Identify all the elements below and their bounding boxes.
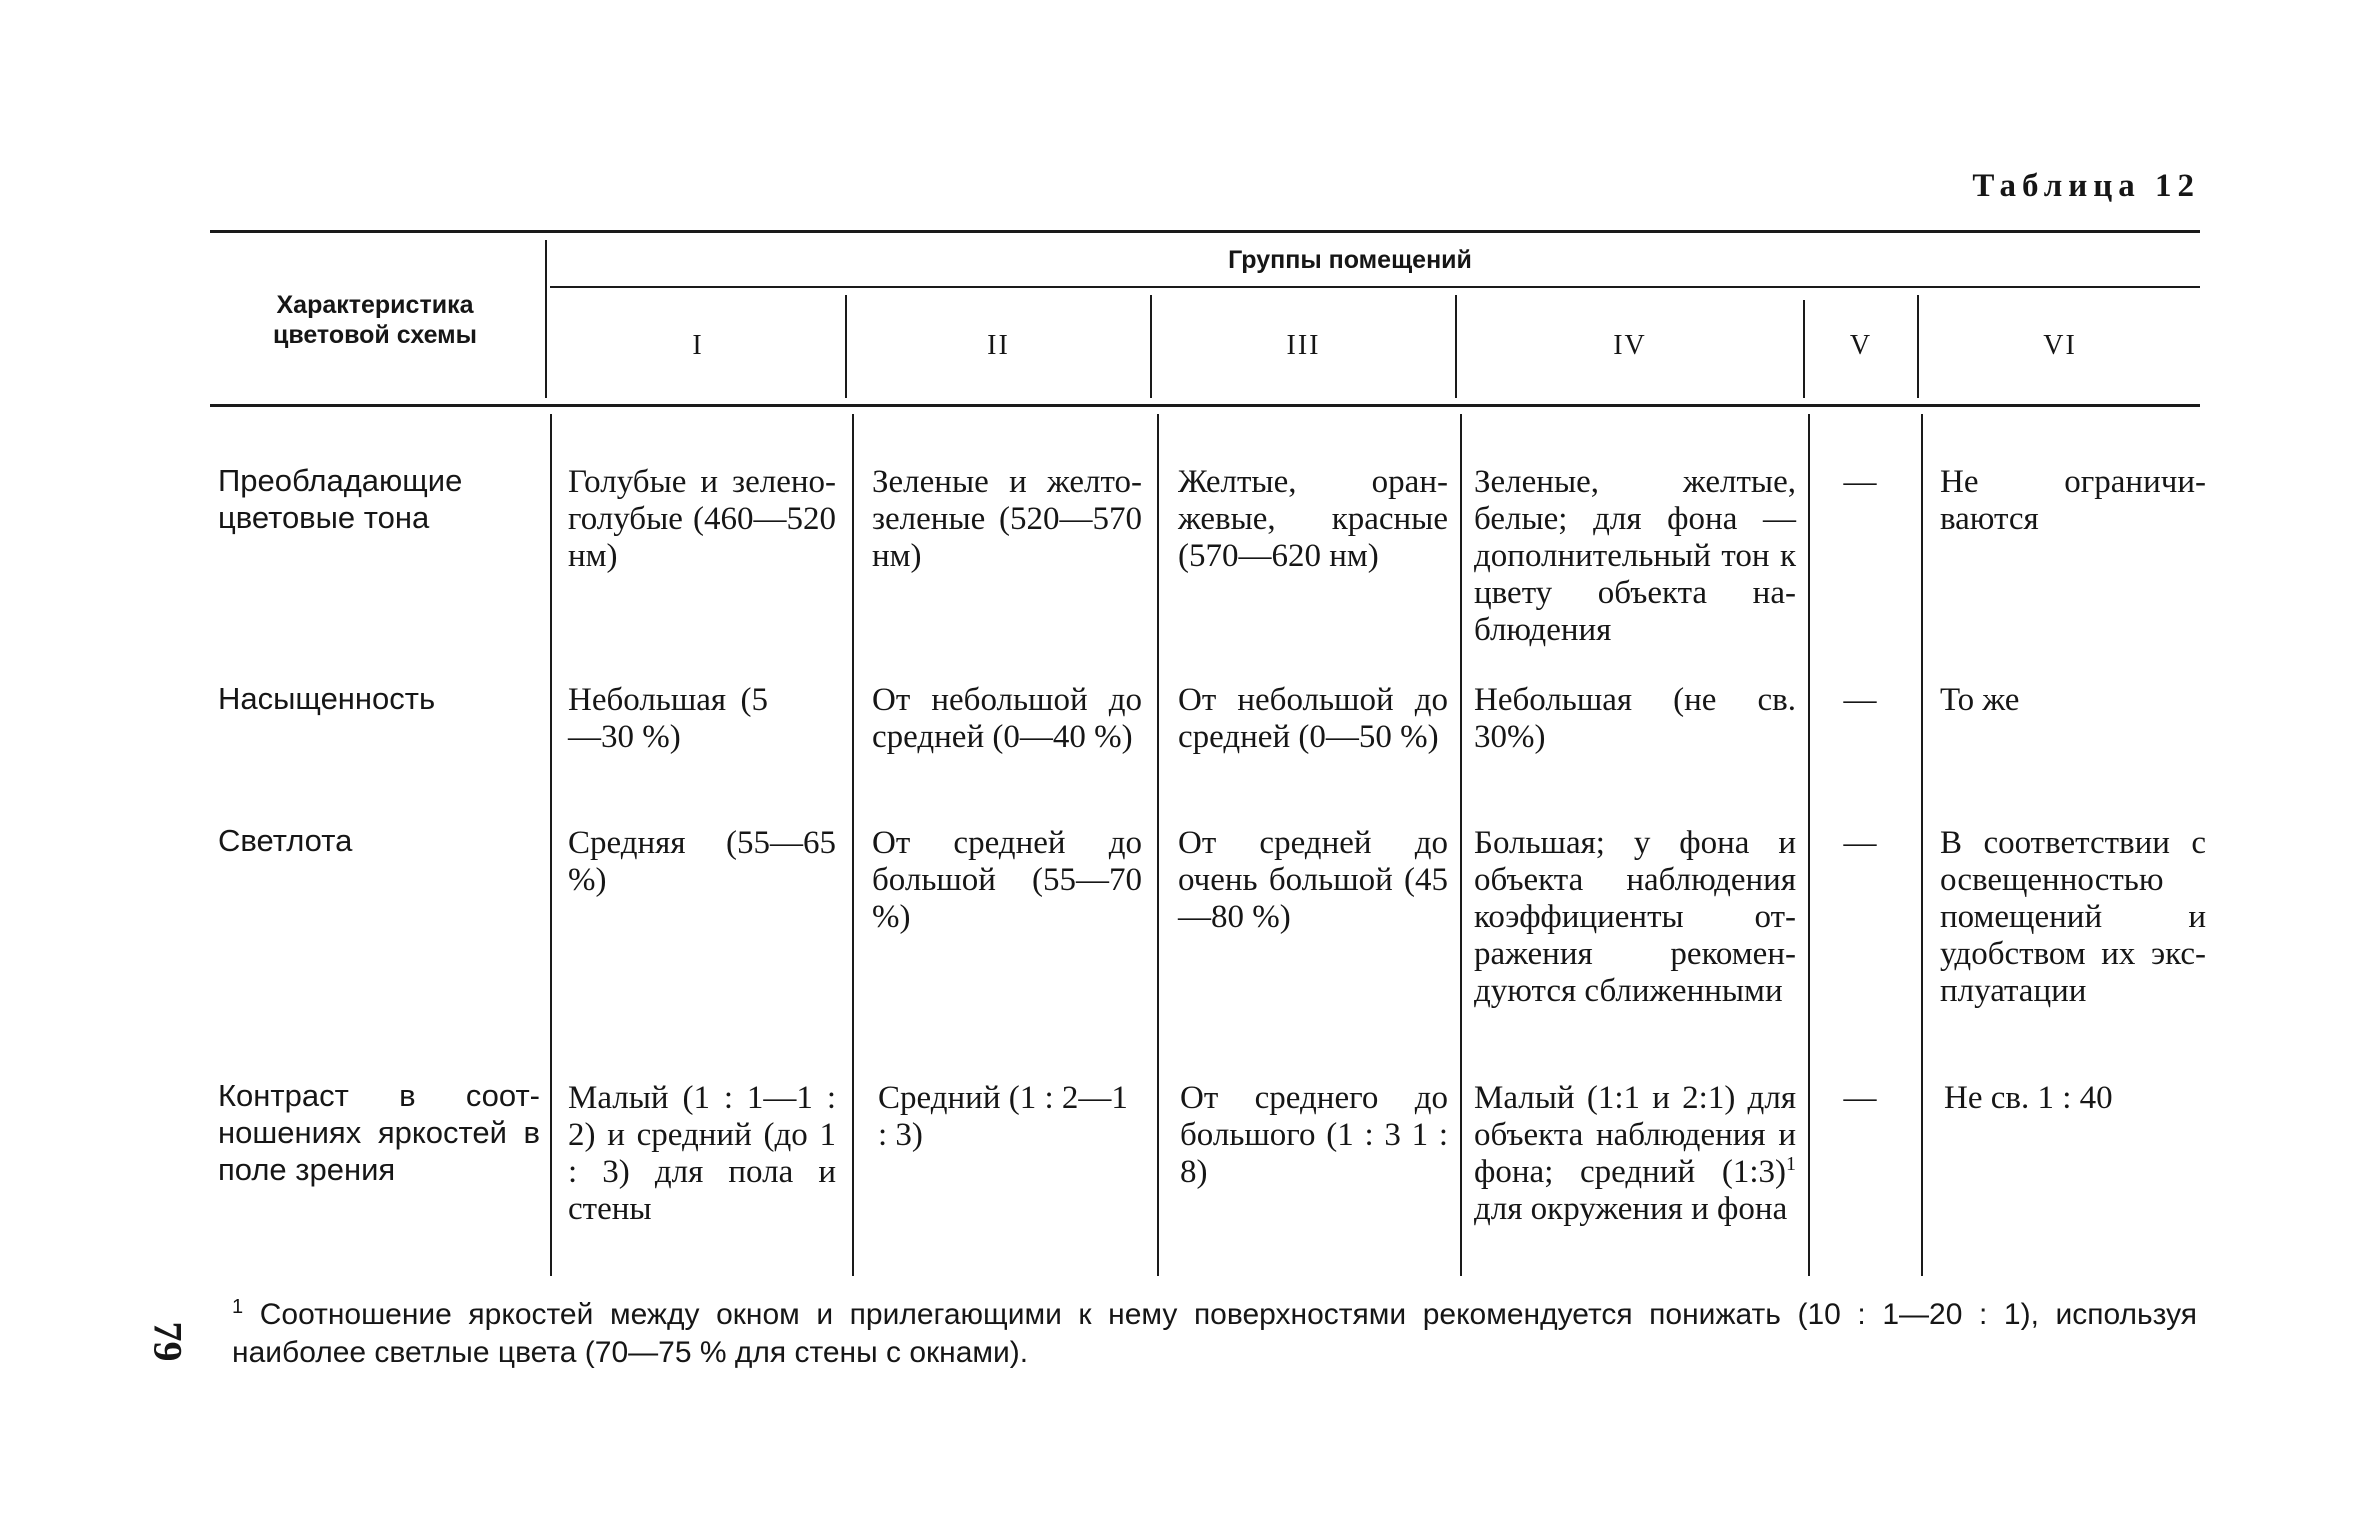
column-number: II — [987, 330, 1010, 361]
row-label: Контраст в соотношениях яркостей в поле зрения — [218, 1078, 540, 1187]
table-cell: От среднего до большого (1 : 3 1 : 8) — [1180, 1080, 1448, 1190]
column-number: VI — [2043, 330, 2077, 361]
column-number: IV — [1613, 330, 1647, 361]
table-cell: Зеленые, желтые, белые; для фона — дополнительный тон к цвету объекта наблюдения — [1474, 464, 1796, 648]
table-cell: Не ограничиваются — [1940, 464, 2206, 537]
table-cell: Не св. 1 : 40 — [1944, 1080, 2113, 1116]
table-cell: — — [1843, 1080, 1877, 1116]
table-cell: Желтые, оранжевые, красные (570—620 нм) — [1178, 464, 1448, 574]
table-cell: Большая; у фона и объекта наблюдения коэффициенты отражения рекомендуются сближенными — [1474, 825, 1796, 1009]
body-divider — [1157, 414, 1159, 1276]
column-number: I — [692, 330, 704, 361]
table-cell: Средняя (55—65 %) — [568, 825, 836, 898]
footnote-marker: 1 — [1786, 1153, 1796, 1175]
footnote-text: Соотношение яркостей между окном и прилегающими к нему поверхностями рекомендуется понижать (10 : 1—20 : 1), используя наиболее светлые цвета (70—75 % для стены с окнами). — [232, 1298, 2197, 1369]
cell-text: Малый (1:1 и 2:1) для объекта наблюдения и фона; средний (1:3) — [1474, 1080, 1796, 1190]
table-cell: Небольшая (не св. 30%) — [1474, 682, 1796, 755]
table-cell: — — [1843, 825, 1877, 861]
table-cell: От средней до очень большой (45—80 %) — [1178, 825, 1448, 935]
table-cell: От небольшой до средней (0—40 %) — [872, 682, 1142, 755]
table-cell: От средней до большой (55—70 %) — [872, 825, 1142, 935]
body-divider — [1921, 414, 1923, 1276]
body-divider — [550, 414, 552, 1276]
table-cell — [1474, 1080, 1796, 1228]
header-bottom-rule — [210, 404, 2200, 407]
column-number: III — [1286, 330, 1321, 361]
table-caption: Таблица 12 — [1972, 168, 2200, 204]
table-cell: Малый (1 : 1—1 : 2) и средний (до 1 : 3) для пола и стены — [568, 1080, 836, 1227]
page-number: 79 — [145, 1321, 191, 1362]
table-cell: — — [1843, 682, 1877, 718]
table-top-rule — [210, 230, 2200, 233]
table-cell: Зеленые и желто-зеленые (520—570 нм) — [872, 464, 1142, 574]
cell-text: для окружения и фона — [1474, 1191, 1788, 1227]
table-cell: Небольшая (5—30 %) — [568, 682, 768, 755]
body-divider — [852, 414, 854, 1276]
table-cell: Средний (1 : 2—1 : 3) — [878, 1080, 1128, 1153]
table-cell: В соответствии с освещенностью помещений и удобством их эксплуатации — [1940, 825, 2206, 1009]
group-header-rule — [550, 286, 2200, 288]
table-cell: То же — [1940, 682, 2020, 718]
table-cell: — — [1843, 464, 1877, 500]
header-divider — [545, 240, 547, 398]
footnote-marker: 1 — [232, 1296, 244, 1318]
column-number: V — [1849, 330, 1873, 361]
row-label: Светлота — [218, 823, 353, 858]
row-label: Преобладающие цветовые тона — [218, 463, 463, 535]
table-cell: Голубые и зелено-голубые (460—520 нм) — [568, 464, 836, 574]
row-header-title: Характеристика цветовой схемы — [272, 291, 478, 349]
footnote — [232, 1296, 2197, 1372]
body-divider — [1808, 414, 1810, 1276]
row-label: Насыщенность — [218, 681, 436, 716]
table-cell: От небольшой до средней (0—50 %) — [1178, 682, 1448, 755]
group-title: Группы помещений — [1228, 246, 1472, 274]
body-divider — [1460, 414, 1462, 1276]
